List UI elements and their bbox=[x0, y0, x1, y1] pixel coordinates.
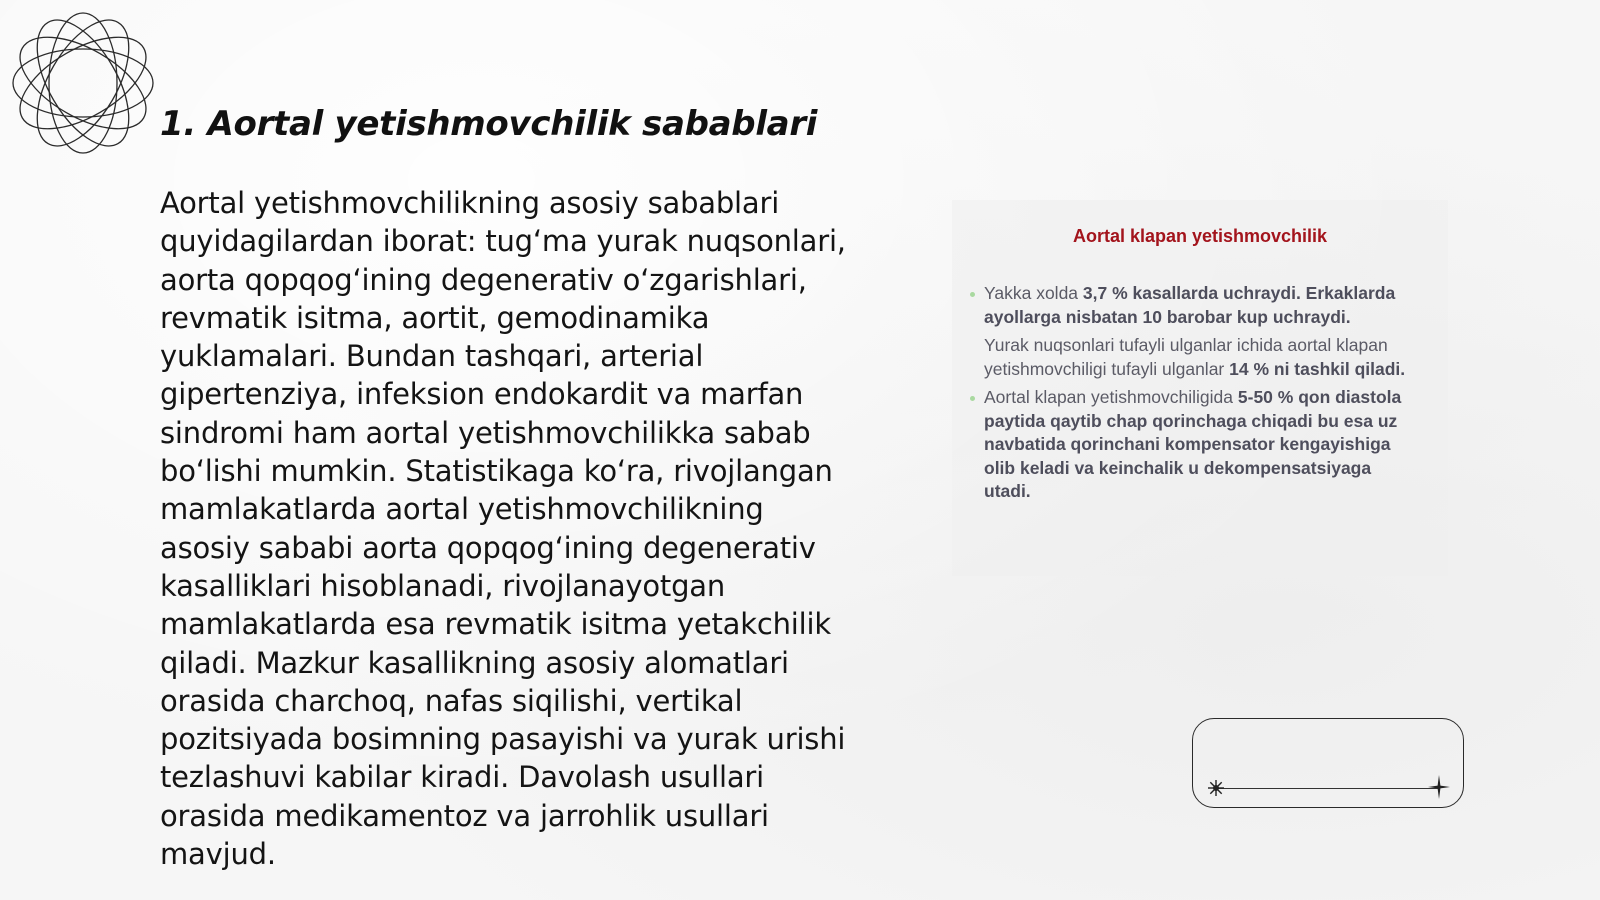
list-item bbox=[970, 386, 1410, 504]
sun-icon bbox=[1207, 779, 1225, 797]
panel-title: Aortal klapan yetishmovchilik bbox=[1072, 226, 1328, 246]
bullet-text: Yurak nuqsonlari tufayli ulganlar ichida aortal klapan yetishmovchiligi tufayli ulganlar bbox=[984, 335, 1388, 379]
bullet-text: Yakka xolda bbox=[984, 283, 1083, 303]
panel-bullet-list bbox=[970, 282, 1410, 509]
bullet-dot-icon bbox=[970, 292, 975, 297]
body-paragraph: Aortal yetishmovchilikning asosiy sabablari quyidagilardan iborat: tug‘ma yurak nuqsonlari, aorta qopqog‘ining degenerativ o‘zgarishlari, revmatik isitma, aortit, gemodinamika yuklamalari. Bundan tashqari, arterial gipertenziya, infeksion endokardit va marfan sindromi ham aortal yetishmovchilikka sabab bo‘lishi mumkin. Statistikaga ko‘ra, rivojlangan mamlakatlarda aortal yetishmovchilikning asosiy sababi aorta qopqog‘ining degenerativ kasalliklari hisoblanadi, rivojlanayotgan mamlakatlarda esa revmatik isitma yetakchilik qiladi. Mazkur kasallikning asosiy alomatlari orasida charchoq, nafas siqilishi, vertikal pozitsiyada bosimning pasayishi va yurak urishi tezlashuvi kabilar kiradi. Davolash usullari orasida medikamentoz va jarrohlik usullari mavjud. bbox=[160, 186, 846, 872]
bullet-text-bold: 3,7 % kasallarda uchraydi. Erkaklarda ayollarga nisbatan 10 barobar kup uchraydi. bbox=[984, 283, 1396, 327]
decorative-line bbox=[1216, 788, 1438, 789]
bullet-text: Aortal klapan yetishmovchiligida bbox=[984, 387, 1238, 407]
list-item bbox=[970, 282, 1410, 329]
decorative-frame bbox=[1192, 718, 1464, 808]
info-panel bbox=[952, 200, 1448, 576]
sparkle-icon bbox=[1428, 775, 1450, 799]
bullet-text-bold: 5-50 % qon diastola paytida qaytib chap qorinchaga chiqadi bu esa uz navbatida qorinchani kompensator kengayishiga olib keladi va keinchalik u dekompensatsiyaga utadi. bbox=[984, 387, 1402, 501]
slide-title: 1. Aortal yetishmovchilik sabablari bbox=[160, 104, 818, 144]
orbit-rings-icon bbox=[8, 8, 158, 158]
bullet-dot-icon bbox=[970, 396, 975, 401]
list-item bbox=[970, 334, 1410, 381]
bullet-text-bold: 14 % ni tashkil qiladi. bbox=[1229, 358, 1406, 379]
